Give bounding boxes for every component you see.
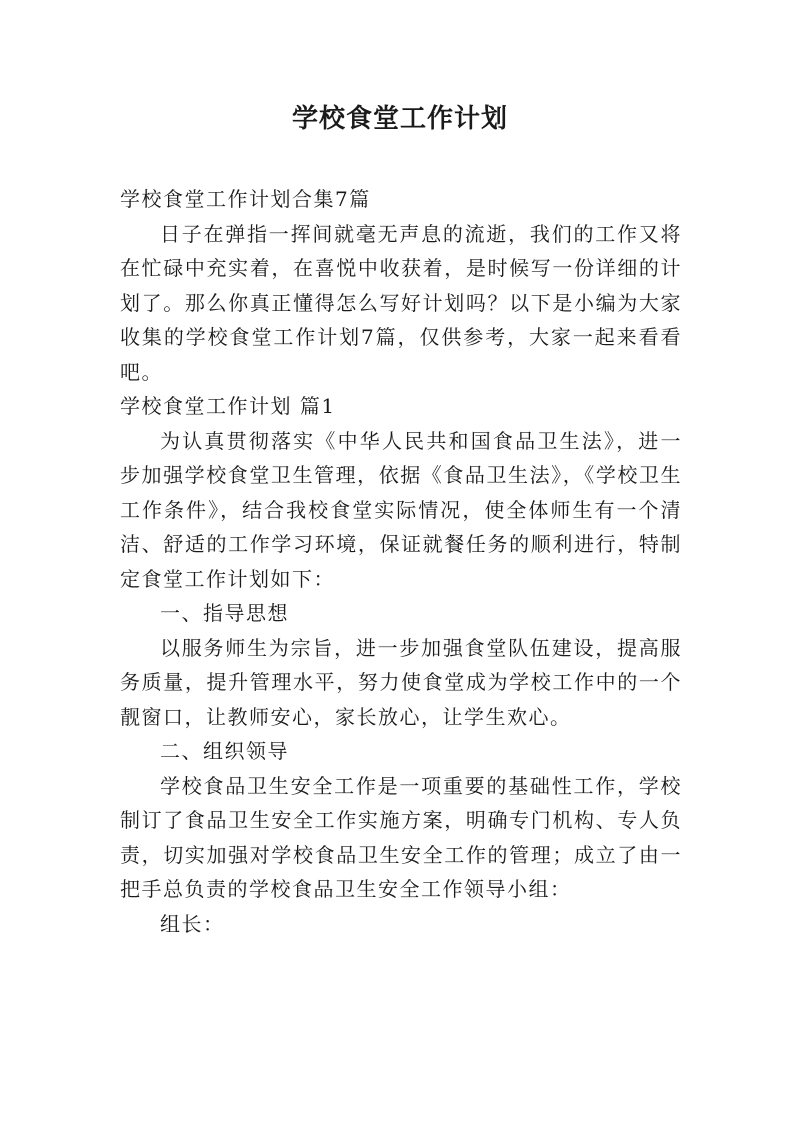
section-heading-part1: 学校食堂工作计划 篇1 (120, 394, 336, 418)
document-body (120, 182, 682, 941)
subheading-guiding-thought: 一、指导思想 (160, 601, 289, 625)
team-leader-label: 组长： (160, 911, 225, 936)
body-paragraph: 以服务师生为宗旨，进一步加强食堂队伍建设，提高服务质量，提升管理水平，努力使食堂成为学校工作中的一个靓窗口，让教师安心，家长放心，让学生欢心。 (120, 635, 682, 729)
document-title: 学校食堂工作计划 (291, 104, 508, 134)
collection-heading: 学校食堂工作计划合集7篇 (120, 187, 371, 211)
body-paragraph: 为认真贯彻落实《中华人民共和国食品卫生法》，进一步加强学校食堂卫生管理，依据《食品卫生法》，《学校卫生工作条件》，结合我校食堂实际情况，使全体师生有一个清洁、舒适的工作学习环境，保证就餐任务的顺利进行，特制定食堂工作计划如下： (120, 428, 682, 591)
subheading-organization: 二、组织领导 (160, 739, 289, 763)
body-paragraph: 学校食品卫生安全工作是一项重要的基础性工作，学校制订了食品卫生安全工作实施方案，明确专门机构、专人负责，切实加强对学校食品卫生安全工作的管理；成立了由一把手总负责的学校食品卫生安全工作领导小组： (120, 773, 682, 901)
intro-paragraph: 日子在弹指一挥间就毫无声息的流逝，我们的工作又将在忙碌中充实着，在喜悦中收获着，是时候写一份详细的计划了。那么你真正懂得怎么写好计划吗？以下是小编为大家收集的学校食堂工作计划7篇，仅供参考，大家一起来看看吧。 (120, 221, 682, 384)
